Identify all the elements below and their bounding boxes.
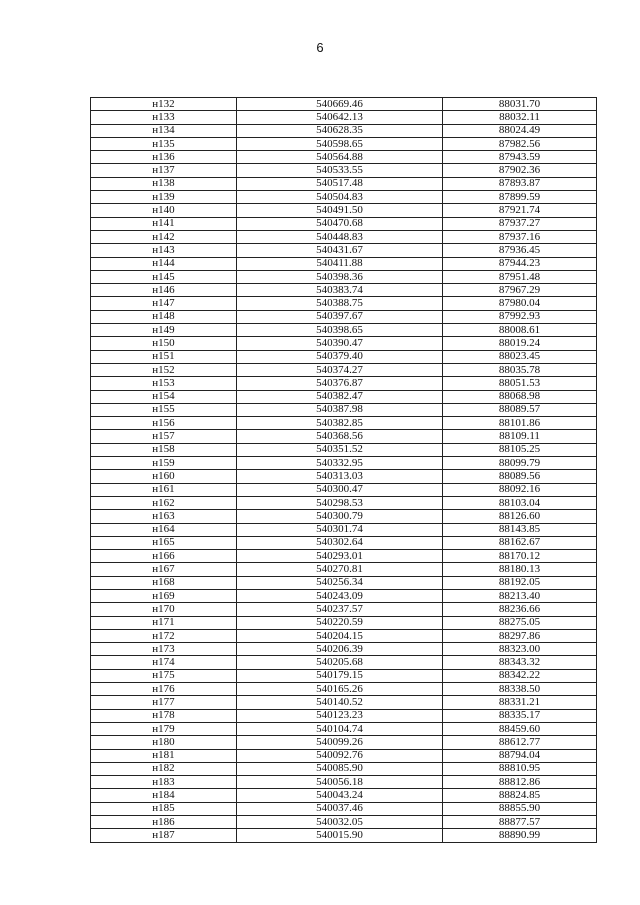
y-coordinate-cell: 88008.61	[443, 324, 597, 337]
table-row	[91, 164, 597, 177]
table-row	[91, 722, 597, 735]
point-id-cell: н156	[91, 417, 237, 430]
table-row	[91, 204, 597, 217]
point-id-cell: н170	[91, 603, 237, 616]
y-coordinate-cell: 87982.56	[443, 137, 597, 150]
table-row	[91, 217, 597, 230]
table-row	[91, 709, 597, 722]
point-id-cell: н148	[91, 310, 237, 323]
y-coordinate-cell: 88343.32	[443, 656, 597, 669]
x-coordinate-cell: 540220.59	[237, 616, 443, 629]
point-id-cell: н146	[91, 284, 237, 297]
table-row	[91, 111, 597, 124]
point-id-cell: н152	[91, 363, 237, 376]
x-coordinate-cell: 540388.75	[237, 297, 443, 310]
point-id-cell: н167	[91, 563, 237, 576]
table-row	[91, 829, 597, 842]
y-coordinate-cell: 88794.04	[443, 749, 597, 762]
table-row	[91, 137, 597, 150]
table-row	[91, 417, 597, 430]
table-row	[91, 297, 597, 310]
y-coordinate-cell: 87893.87	[443, 177, 597, 190]
table-row	[91, 457, 597, 470]
x-coordinate-cell: 540300.47	[237, 483, 443, 496]
table-row	[91, 337, 597, 350]
point-id-cell: н161	[91, 483, 237, 496]
y-coordinate-cell: 88092.16	[443, 483, 597, 496]
table-row	[91, 629, 597, 642]
y-coordinate-cell: 88323.00	[443, 643, 597, 656]
table-row	[91, 124, 597, 137]
y-coordinate-cell: 88236.66	[443, 603, 597, 616]
y-coordinate-cell: 88459.60	[443, 722, 597, 735]
y-coordinate-cell: 88342.22	[443, 669, 597, 682]
point-id-cell: н171	[91, 616, 237, 629]
point-id-cell: н134	[91, 124, 237, 137]
y-coordinate-cell: 88213.40	[443, 589, 597, 602]
point-id-cell: н180	[91, 736, 237, 749]
y-coordinate-cell: 87937.27	[443, 217, 597, 230]
x-coordinate-cell: 540123.23	[237, 709, 443, 722]
table-row	[91, 589, 597, 602]
x-coordinate-cell: 540628.35	[237, 124, 443, 137]
x-coordinate-cell: 540382.85	[237, 417, 443, 430]
table-row	[91, 191, 597, 204]
y-coordinate-cell: 88089.57	[443, 403, 597, 416]
point-id-cell: н140	[91, 204, 237, 217]
point-id-cell: н177	[91, 696, 237, 709]
x-coordinate-cell: 540491.50	[237, 204, 443, 217]
y-coordinate-cell: 88051.53	[443, 377, 597, 390]
point-id-cell: н149	[91, 324, 237, 337]
table-row	[91, 762, 597, 775]
table-row	[91, 789, 597, 802]
table-row	[91, 257, 597, 270]
x-coordinate-cell: 540564.88	[237, 151, 443, 164]
y-coordinate-cell: 88192.05	[443, 576, 597, 589]
point-id-cell: н175	[91, 669, 237, 682]
table-row	[91, 443, 597, 456]
table-row	[91, 776, 597, 789]
point-id-cell: н164	[91, 523, 237, 536]
x-coordinate-cell: 540015.90	[237, 829, 443, 842]
point-id-cell: н172	[91, 629, 237, 642]
point-id-cell: н159	[91, 457, 237, 470]
table-row	[91, 496, 597, 509]
page-number: 6	[316, 40, 324, 55]
coordinates-table	[90, 97, 597, 843]
y-coordinate-cell: 88275.05	[443, 616, 597, 629]
table-row	[91, 536, 597, 549]
point-id-cell: н186	[91, 816, 237, 829]
table-row	[91, 151, 597, 164]
point-id-cell: н173	[91, 643, 237, 656]
y-coordinate-cell: 88019.24	[443, 337, 597, 350]
y-coordinate-cell: 88032.11	[443, 111, 597, 124]
table-row	[91, 563, 597, 576]
x-coordinate-cell: 540099.26	[237, 736, 443, 749]
table-row	[91, 230, 597, 243]
y-coordinate-cell: 88023.45	[443, 350, 597, 363]
table-row	[91, 576, 597, 589]
y-coordinate-cell: 88612.77	[443, 736, 597, 749]
x-coordinate-cell: 540517.48	[237, 177, 443, 190]
table-row	[91, 98, 597, 111]
point-id-cell: н141	[91, 217, 237, 230]
point-id-cell: н151	[91, 350, 237, 363]
table-row	[91, 377, 597, 390]
table-row	[91, 350, 597, 363]
x-coordinate-cell: 540302.64	[237, 536, 443, 549]
x-coordinate-cell: 540300.79	[237, 510, 443, 523]
table-row	[91, 683, 597, 696]
y-coordinate-cell: 87937.16	[443, 230, 597, 243]
y-coordinate-cell: 88170.12	[443, 550, 597, 563]
y-coordinate-cell: 87899.59	[443, 191, 597, 204]
y-coordinate-cell: 88331.21	[443, 696, 597, 709]
table-row	[91, 656, 597, 669]
x-coordinate-cell: 540037.46	[237, 802, 443, 815]
y-coordinate-cell: 88812.86	[443, 776, 597, 789]
y-coordinate-cell: 87951.48	[443, 270, 597, 283]
table-row	[91, 244, 597, 257]
y-coordinate-cell: 88335.17	[443, 709, 597, 722]
y-coordinate-cell: 88068.98	[443, 390, 597, 403]
point-id-cell: н162	[91, 496, 237, 509]
point-id-cell: н183	[91, 776, 237, 789]
point-id-cell: н169	[91, 589, 237, 602]
x-coordinate-cell: 540056.18	[237, 776, 443, 789]
table-row	[91, 523, 597, 536]
point-id-cell: н176	[91, 683, 237, 696]
y-coordinate-cell: 87967.29	[443, 284, 597, 297]
point-id-cell: н133	[91, 111, 237, 124]
point-id-cell: н143	[91, 244, 237, 257]
y-coordinate-cell: 88824.85	[443, 789, 597, 802]
point-id-cell: н135	[91, 137, 237, 150]
point-id-cell: н181	[91, 749, 237, 762]
table-row	[91, 430, 597, 443]
table-row	[91, 736, 597, 749]
y-coordinate-cell: 88105.25	[443, 443, 597, 456]
y-coordinate-cell: 88162.67	[443, 536, 597, 549]
point-id-cell: н153	[91, 377, 237, 390]
x-coordinate-cell: 540165.26	[237, 683, 443, 696]
x-coordinate-cell: 540383.74	[237, 284, 443, 297]
point-id-cell: н168	[91, 576, 237, 589]
point-id-cell: н138	[91, 177, 237, 190]
y-coordinate-cell: 88297.86	[443, 629, 597, 642]
y-coordinate-cell: 87943.59	[443, 151, 597, 164]
x-coordinate-cell: 540669.46	[237, 98, 443, 111]
x-coordinate-cell: 540387.98	[237, 403, 443, 416]
x-coordinate-cell: 540398.65	[237, 324, 443, 337]
point-id-cell: н154	[91, 390, 237, 403]
y-coordinate-cell: 88035.78	[443, 363, 597, 376]
table-row	[91, 749, 597, 762]
point-id-cell: н158	[91, 443, 237, 456]
x-coordinate-cell: 540390.47	[237, 337, 443, 350]
y-coordinate-cell: 88101.86	[443, 417, 597, 430]
x-coordinate-cell: 540256.34	[237, 576, 443, 589]
point-id-cell: н187	[91, 829, 237, 842]
point-id-cell: н157	[91, 430, 237, 443]
x-coordinate-cell: 540085.90	[237, 762, 443, 775]
x-coordinate-cell: 540642.13	[237, 111, 443, 124]
y-coordinate-cell: 88109.11	[443, 430, 597, 443]
table-row	[91, 816, 597, 829]
x-coordinate-cell: 540431.67	[237, 244, 443, 257]
point-id-cell: н184	[91, 789, 237, 802]
y-coordinate-cell: 87902.36	[443, 164, 597, 177]
x-coordinate-cell: 540448.83	[237, 230, 443, 243]
point-id-cell: н144	[91, 257, 237, 270]
x-coordinate-cell: 540504.83	[237, 191, 443, 204]
point-id-cell: н137	[91, 164, 237, 177]
x-coordinate-cell: 540204.15	[237, 629, 443, 642]
y-coordinate-cell: 87936.45	[443, 244, 597, 257]
y-coordinate-cell: 87921.74	[443, 204, 597, 217]
point-id-cell: н166	[91, 550, 237, 563]
x-coordinate-cell: 540398.36	[237, 270, 443, 283]
y-coordinate-cell: 88855.90	[443, 802, 597, 815]
y-coordinate-cell: 88890.99	[443, 829, 597, 842]
x-coordinate-cell: 540298.53	[237, 496, 443, 509]
table-row	[91, 510, 597, 523]
table-row	[91, 390, 597, 403]
table-row	[91, 470, 597, 483]
x-coordinate-cell: 540411.88	[237, 257, 443, 270]
point-id-cell: н155	[91, 403, 237, 416]
x-coordinate-cell: 540205.68	[237, 656, 443, 669]
y-coordinate-cell: 88089.56	[443, 470, 597, 483]
point-id-cell: н178	[91, 709, 237, 722]
x-coordinate-cell: 540032.05	[237, 816, 443, 829]
point-id-cell: н145	[91, 270, 237, 283]
x-coordinate-cell: 540104.74	[237, 722, 443, 735]
y-coordinate-cell: 87992.93	[443, 310, 597, 323]
y-coordinate-cell: 88099.79	[443, 457, 597, 470]
x-coordinate-cell: 540140.52	[237, 696, 443, 709]
point-id-cell: н185	[91, 802, 237, 815]
x-coordinate-cell: 540237.57	[237, 603, 443, 616]
point-id-cell: н165	[91, 536, 237, 549]
x-coordinate-cell: 540293.01	[237, 550, 443, 563]
table-row	[91, 403, 597, 416]
y-coordinate-cell: 88180.13	[443, 563, 597, 576]
table-row	[91, 603, 597, 616]
x-coordinate-cell: 540313.03	[237, 470, 443, 483]
table-row	[91, 363, 597, 376]
table-row	[91, 483, 597, 496]
table-row	[91, 310, 597, 323]
table-row	[91, 177, 597, 190]
y-coordinate-cell: 88031.70	[443, 98, 597, 111]
y-coordinate-cell: 88877.57	[443, 816, 597, 829]
x-coordinate-cell: 540301.74	[237, 523, 443, 536]
point-id-cell: н150	[91, 337, 237, 350]
x-coordinate-cell: 540043.24	[237, 789, 443, 802]
point-id-cell: н179	[91, 722, 237, 735]
x-coordinate-cell: 540374.27	[237, 363, 443, 376]
x-coordinate-cell: 540092.76	[237, 749, 443, 762]
x-coordinate-cell: 540270.81	[237, 563, 443, 576]
table-row	[91, 802, 597, 815]
x-coordinate-cell: 540332.95	[237, 457, 443, 470]
table-row	[91, 270, 597, 283]
table-row	[91, 616, 597, 629]
table-row	[91, 284, 597, 297]
x-coordinate-cell: 540533.55	[237, 164, 443, 177]
point-id-cell: н182	[91, 762, 237, 775]
x-coordinate-cell: 540351.52	[237, 443, 443, 456]
point-id-cell: н132	[91, 98, 237, 111]
y-coordinate-cell: 87944.23	[443, 257, 597, 270]
x-coordinate-cell: 540368.56	[237, 430, 443, 443]
y-coordinate-cell: 88810.95	[443, 762, 597, 775]
point-id-cell: н147	[91, 297, 237, 310]
x-coordinate-cell: 540382.47	[237, 390, 443, 403]
table-row	[91, 643, 597, 656]
x-coordinate-cell: 540243.09	[237, 589, 443, 602]
x-coordinate-cell: 540376.87	[237, 377, 443, 390]
x-coordinate-cell: 540206.39	[237, 643, 443, 656]
x-coordinate-cell: 540379.40	[237, 350, 443, 363]
y-coordinate-cell: 87980.04	[443, 297, 597, 310]
point-id-cell: н163	[91, 510, 237, 523]
y-coordinate-cell: 88126.60	[443, 510, 597, 523]
point-id-cell: н160	[91, 470, 237, 483]
point-id-cell: н139	[91, 191, 237, 204]
point-id-cell: н174	[91, 656, 237, 669]
table-row	[91, 669, 597, 682]
table-row	[91, 696, 597, 709]
x-coordinate-cell: 540470.68	[237, 217, 443, 230]
x-coordinate-cell: 540598.65	[237, 137, 443, 150]
x-coordinate-cell: 540179.15	[237, 669, 443, 682]
point-id-cell: н136	[91, 151, 237, 164]
table-row	[91, 324, 597, 337]
y-coordinate-cell: 88024.49	[443, 124, 597, 137]
y-coordinate-cell: 88143.85	[443, 523, 597, 536]
y-coordinate-cell: 88338.50	[443, 683, 597, 696]
table-row	[91, 550, 597, 563]
point-id-cell: н142	[91, 230, 237, 243]
x-coordinate-cell: 540397.67	[237, 310, 443, 323]
y-coordinate-cell: 88103.04	[443, 496, 597, 509]
